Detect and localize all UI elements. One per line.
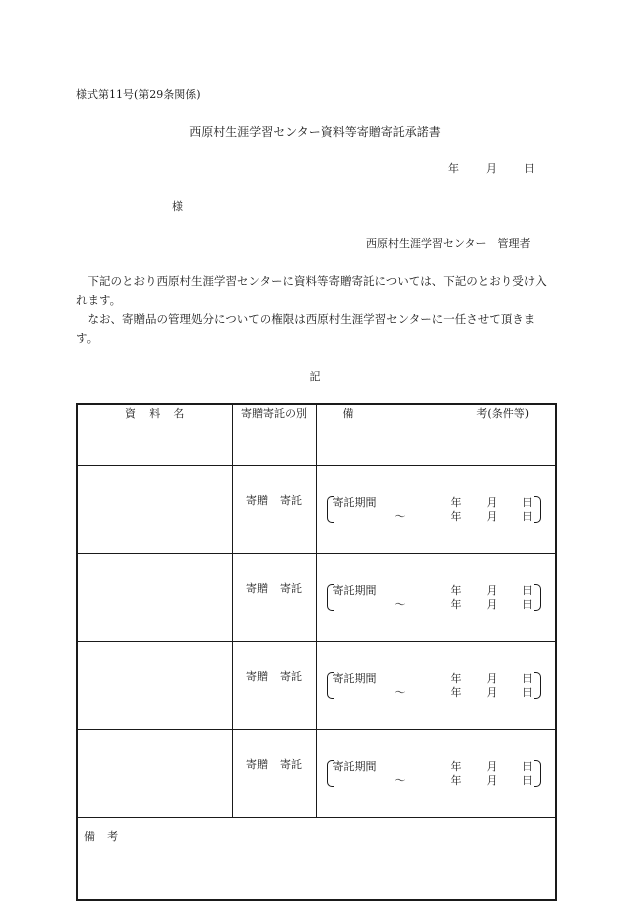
start-year-label: 年 — [450, 672, 462, 685]
end-month-label: 月 — [486, 510, 498, 523]
end-day-label: 日 — [522, 774, 533, 787]
end-year-label: 年 — [450, 510, 462, 523]
start-day-label: 日 — [522, 760, 533, 773]
date-line — [448, 160, 535, 176]
bracket-right — [534, 760, 541, 787]
bracket-right — [534, 672, 541, 699]
material-cell[interactable] — [77, 730, 232, 818]
donation-option[interactable]: 寄贈 — [246, 494, 268, 507]
period-label: 寄託期間 — [332, 584, 377, 597]
start-month-label: 月 — [486, 584, 498, 597]
period-cell — [316, 466, 556, 554]
period-bracket — [327, 496, 542, 523]
end-year-label: 年 — [450, 774, 462, 787]
notes-cell[interactable] — [77, 818, 556, 901]
bracket-right — [534, 496, 541, 523]
period-cell — [316, 554, 556, 642]
end-month-label: 月 — [486, 686, 498, 699]
table-row — [77, 642, 556, 730]
period-end-line — [333, 598, 534, 612]
period-cell — [316, 730, 556, 818]
end-year-label: 年 — [450, 598, 462, 611]
header-remarks — [316, 404, 556, 466]
period-tilde: ～ — [394, 686, 406, 699]
start-year-label: 年 — [450, 496, 462, 509]
document-title: 西原村生涯学習センター資料等寄贈寄託承諾書 — [189, 125, 441, 139]
type-cell — [232, 642, 316, 730]
deposit-option[interactable]: 寄託 — [280, 670, 302, 683]
period-bracket — [327, 672, 542, 699]
end-month-label: 月 — [486, 598, 498, 611]
start-day-label: 日 — [522, 672, 533, 685]
period-start-line — [333, 584, 534, 598]
period-bracket — [327, 584, 542, 611]
donation-option[interactable]: 寄贈 — [246, 582, 268, 595]
date-year-label: 年 — [448, 162, 459, 175]
addressee-suffix: 様 — [172, 200, 183, 213]
material-cell[interactable] — [77, 642, 232, 730]
date-month-label: 月 — [486, 162, 497, 175]
body-text — [76, 272, 556, 348]
body-paragraph-2: なお、寄贈品の管理処分についての権限は西原村生涯学習センターに一任させて頂きます。 — [76, 312, 536, 345]
end-year-label: 年 — [450, 686, 462, 699]
date-day-label: 日 — [524, 162, 535, 175]
period-start-line — [333, 496, 534, 510]
period-end-line — [333, 686, 534, 700]
notes-label: 備考 — [84, 830, 131, 843]
header-remarks-left: 備 — [342, 407, 354, 420]
start-year-label: 年 — [450, 760, 462, 773]
table-row — [77, 466, 556, 554]
type-cell — [232, 730, 316, 818]
period-label: 寄託期間 — [332, 672, 377, 685]
material-cell[interactable] — [77, 554, 232, 642]
period-tilde: ～ — [394, 598, 406, 611]
start-day-label: 日 — [522, 496, 533, 509]
issuer: 西原村生涯学習センター 管理者 — [366, 237, 531, 250]
header-material: 資料名 — [77, 404, 232, 466]
form-number: 様式第11号(第29条関係) — [76, 88, 201, 101]
donation-option[interactable]: 寄贈 — [246, 758, 268, 771]
start-day-label: 日 — [522, 584, 533, 597]
period-cell — [316, 642, 556, 730]
table-row — [77, 554, 556, 642]
material-cell[interactable] — [77, 466, 232, 554]
header-type: 寄贈寄託の別 — [232, 404, 316, 466]
end-day-label: 日 — [522, 510, 533, 523]
table-header-row — [77, 404, 556, 466]
table-row — [77, 730, 556, 818]
end-month-label: 月 — [486, 774, 498, 787]
start-month-label: 月 — [486, 672, 498, 685]
donation-option[interactable]: 寄贈 — [246, 670, 268, 683]
type-cell — [232, 554, 316, 642]
period-label: 寄託期間 — [332, 760, 377, 773]
ki-heading: 記 — [309, 370, 321, 383]
period-bracket — [327, 760, 542, 787]
bracket-right — [534, 584, 541, 611]
start-year-label: 年 — [450, 584, 462, 597]
start-month-label: 月 — [486, 760, 498, 773]
body-paragraph-1: 下記のとおり西原村生涯学習センターに資料等寄贈寄託については、下記のとおり受け入れます。 — [76, 274, 547, 307]
period-start-line — [333, 672, 534, 686]
header-remarks-right: 考(条件等) — [476, 407, 529, 420]
period-tilde: ～ — [394, 774, 406, 787]
deposit-option[interactable]: 寄託 — [280, 582, 302, 595]
end-day-label: 日 — [522, 686, 533, 699]
start-month-label: 月 — [486, 496, 498, 509]
record-table — [76, 403, 557, 901]
end-day-label: 日 — [522, 598, 533, 611]
deposit-option[interactable]: 寄託 — [280, 758, 302, 771]
period-end-line — [333, 774, 534, 788]
period-start-line — [333, 760, 534, 774]
period-end-line — [333, 510, 534, 524]
period-tilde: ～ — [394, 510, 406, 523]
notes-row — [77, 818, 556, 901]
deposit-option[interactable]: 寄託 — [280, 494, 302, 507]
period-label: 寄託期間 — [332, 496, 377, 509]
type-cell — [232, 466, 316, 554]
